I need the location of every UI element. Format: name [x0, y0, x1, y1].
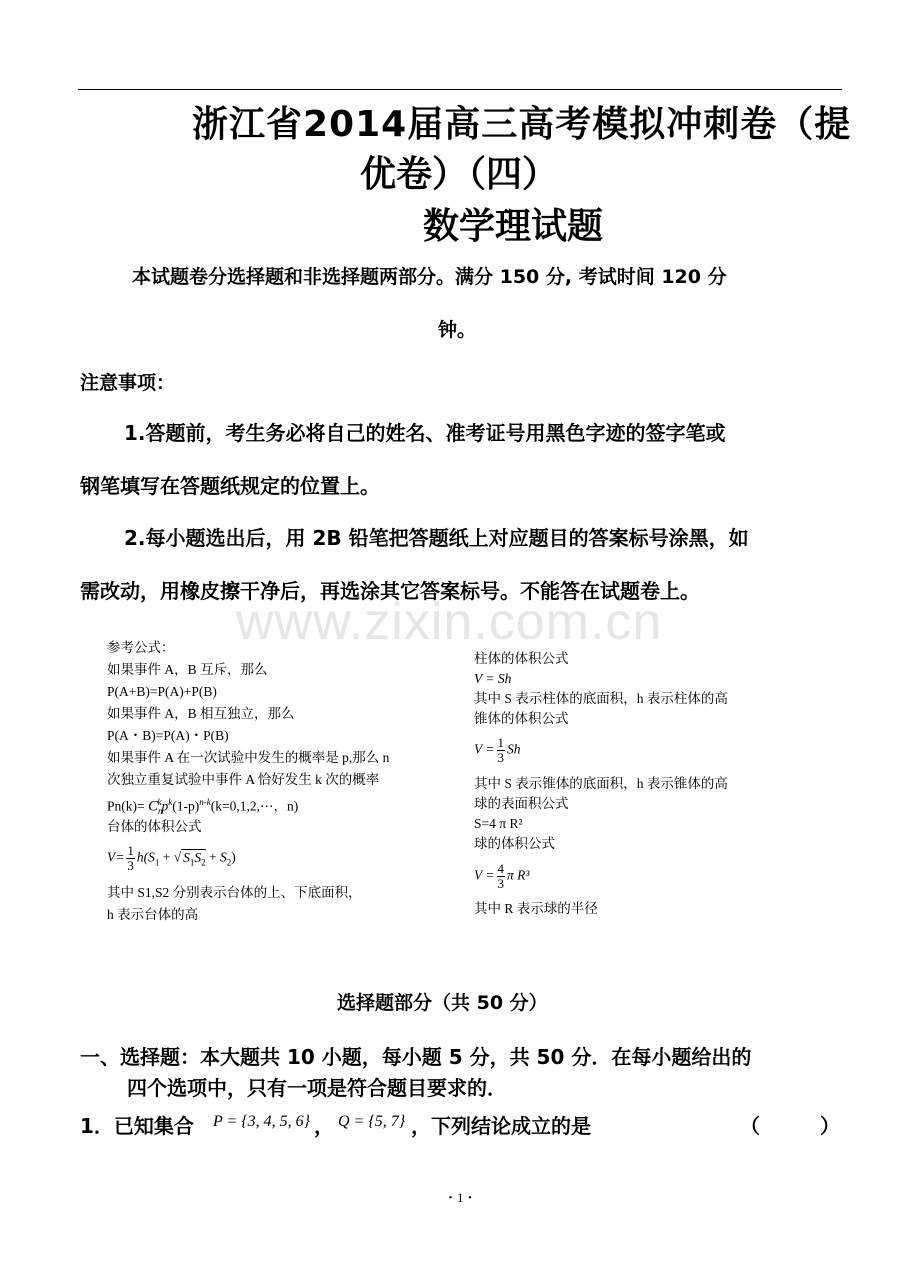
formula-left-2: P(A+B)=P(A)+P(B) — [107, 684, 217, 699]
formula-left-1: 如果事件 A，B 互斥，那么 — [107, 662, 268, 677]
combination-symbol: C — [148, 798, 159, 815]
formula-left-7: $Pn(k)= C_n^kp^k(1-p)^{n-k}(k=0,1,2,\cdots$，n) — [107, 797, 299, 817]
part1-line-2: 四个选项中，只有一项是符合题目要求的． — [127, 1076, 507, 1100]
formula-left-5: 如果事件 A 在一次试验中发生的概率是 p,那么 n — [107, 750, 390, 765]
answer-blank: （ ） — [740, 1114, 840, 1138]
frustum-expr: h(S — [136, 849, 155, 865]
page-number: ・1・ — [444, 1190, 477, 1205]
binomial-p: p — [161, 798, 169, 814]
formula-right-9: 球的体积公式 — [474, 836, 555, 851]
notice-heading: 注意事项： — [80, 372, 176, 394]
formula-right-1: 柱体的体积公式 — [474, 651, 569, 666]
cone-expr: Sh — [507, 741, 521, 757]
notice-item-2-line-2: 需改动，用橡皮擦干净后，再选涂其它答案标号。不能答在试题卷上。 — [80, 579, 700, 603]
sphere-expr: π R³ — [507, 867, 530, 883]
formula-right-7: 球的表面积公式 — [474, 796, 569, 811]
formula-left-3: 如果事件 A，B 相互独立，那么 — [107, 706, 295, 721]
fraction-four-thirds: $\frac{4}{3}$ — [497, 861, 504, 891]
formula-left-8: 台体的体积公式 — [107, 819, 202, 834]
binomial-q: (1-p) — [172, 798, 200, 814]
formula-left-6: 次独立重复试验中事件 A 恰好发生 k 次的概率 — [107, 772, 380, 787]
formula-frustum: V= $\frac{1}{3}$ $h(S_1$ + √ $S_1S_2 + S_2$) — [107, 843, 236, 873]
formula-right-6: 其中 S 表示锥体的底面积，h 表示锥体的高 — [474, 776, 728, 791]
cone-prefix: V = — [474, 741, 495, 757]
watermark: www.zixin.com.cn — [236, 593, 663, 651]
fraction-one-third-cone: $\frac{1}{3}$ — [497, 735, 504, 765]
formula-right-11: 其中 R 表示球的半径 — [474, 901, 598, 916]
formula-right-2: V = Sh — [474, 671, 512, 686]
title-line-2: 优卷）（四） — [360, 154, 559, 195]
question-1-prefix: 1．已知集合 — [80, 1114, 194, 1138]
formula-heading: 参考公式： — [107, 640, 175, 655]
question-1-comma: ， — [314, 1114, 334, 1138]
formula-left-10: 其中 S1,S2 分别表示台体的上、下底面积， — [107, 885, 362, 900]
formula-right-4: 锥体的体积公式 — [474, 711, 569, 726]
question-1-text: ，下列结论成立的是 — [411, 1114, 591, 1138]
formula-cone — [474, 736, 521, 765]
title-line-1: 浙江省2014届高三高考模拟冲刺卷（提 — [192, 104, 852, 145]
notice-item-1-line-1: 1.答题前，考生务必将自己的姓名、准考证号用黑色字迹的签字笔或 — [124, 421, 726, 445]
frustum-prefix: V= — [107, 849, 125, 865]
set-p: P = {3, 4, 5, 6} — [213, 1113, 311, 1130]
binomial-range: (k=0,1,2,⋯，n) — [210, 798, 299, 814]
subtitle: 数学理试题 — [423, 206, 604, 247]
binomial-prob-prefix: Pn(k)= — [107, 798, 148, 814]
formula-right-3: 其中 S 表示柱体的底面积，h 表示柱体的高 — [474, 691, 728, 706]
header-rule — [78, 89, 842, 90]
fraction-one-third: $\frac{1}{3}$ — [127, 843, 134, 873]
section-title: 选择题部分（共 50 分） — [337, 992, 548, 1014]
part1-line-1: 一、选择题：本大题共 10 小题，每小题 5 分，共 50 分．在每小题给出的 — [80, 1045, 752, 1069]
notice-item-1-line-2: 钢笔填写在答题纸规定的位置上。 — [80, 474, 380, 498]
formula-left-11: h 表示台体的高 — [107, 907, 199, 922]
formula-sphere — [474, 862, 529, 891]
intro-line-1: 本试题卷分选择题和非选择题两部分。满分 150 分, 考试时间 120 分 — [132, 266, 727, 288]
formula-left-4: P(A・B)=P(A)・P(B) — [107, 728, 229, 743]
notice-item-2-line-1: 2.每小题选出后，用 2B 铅笔把答题纸上对应题目的答案标号涂黑，如 — [124, 526, 749, 550]
sphere-prefix: V = — [474, 867, 495, 883]
formula-right-8: S=4 π R² — [474, 816, 523, 831]
set-q: Q = {5, 7} — [338, 1113, 406, 1130]
intro-line-2: 钟。 — [438, 319, 477, 341]
